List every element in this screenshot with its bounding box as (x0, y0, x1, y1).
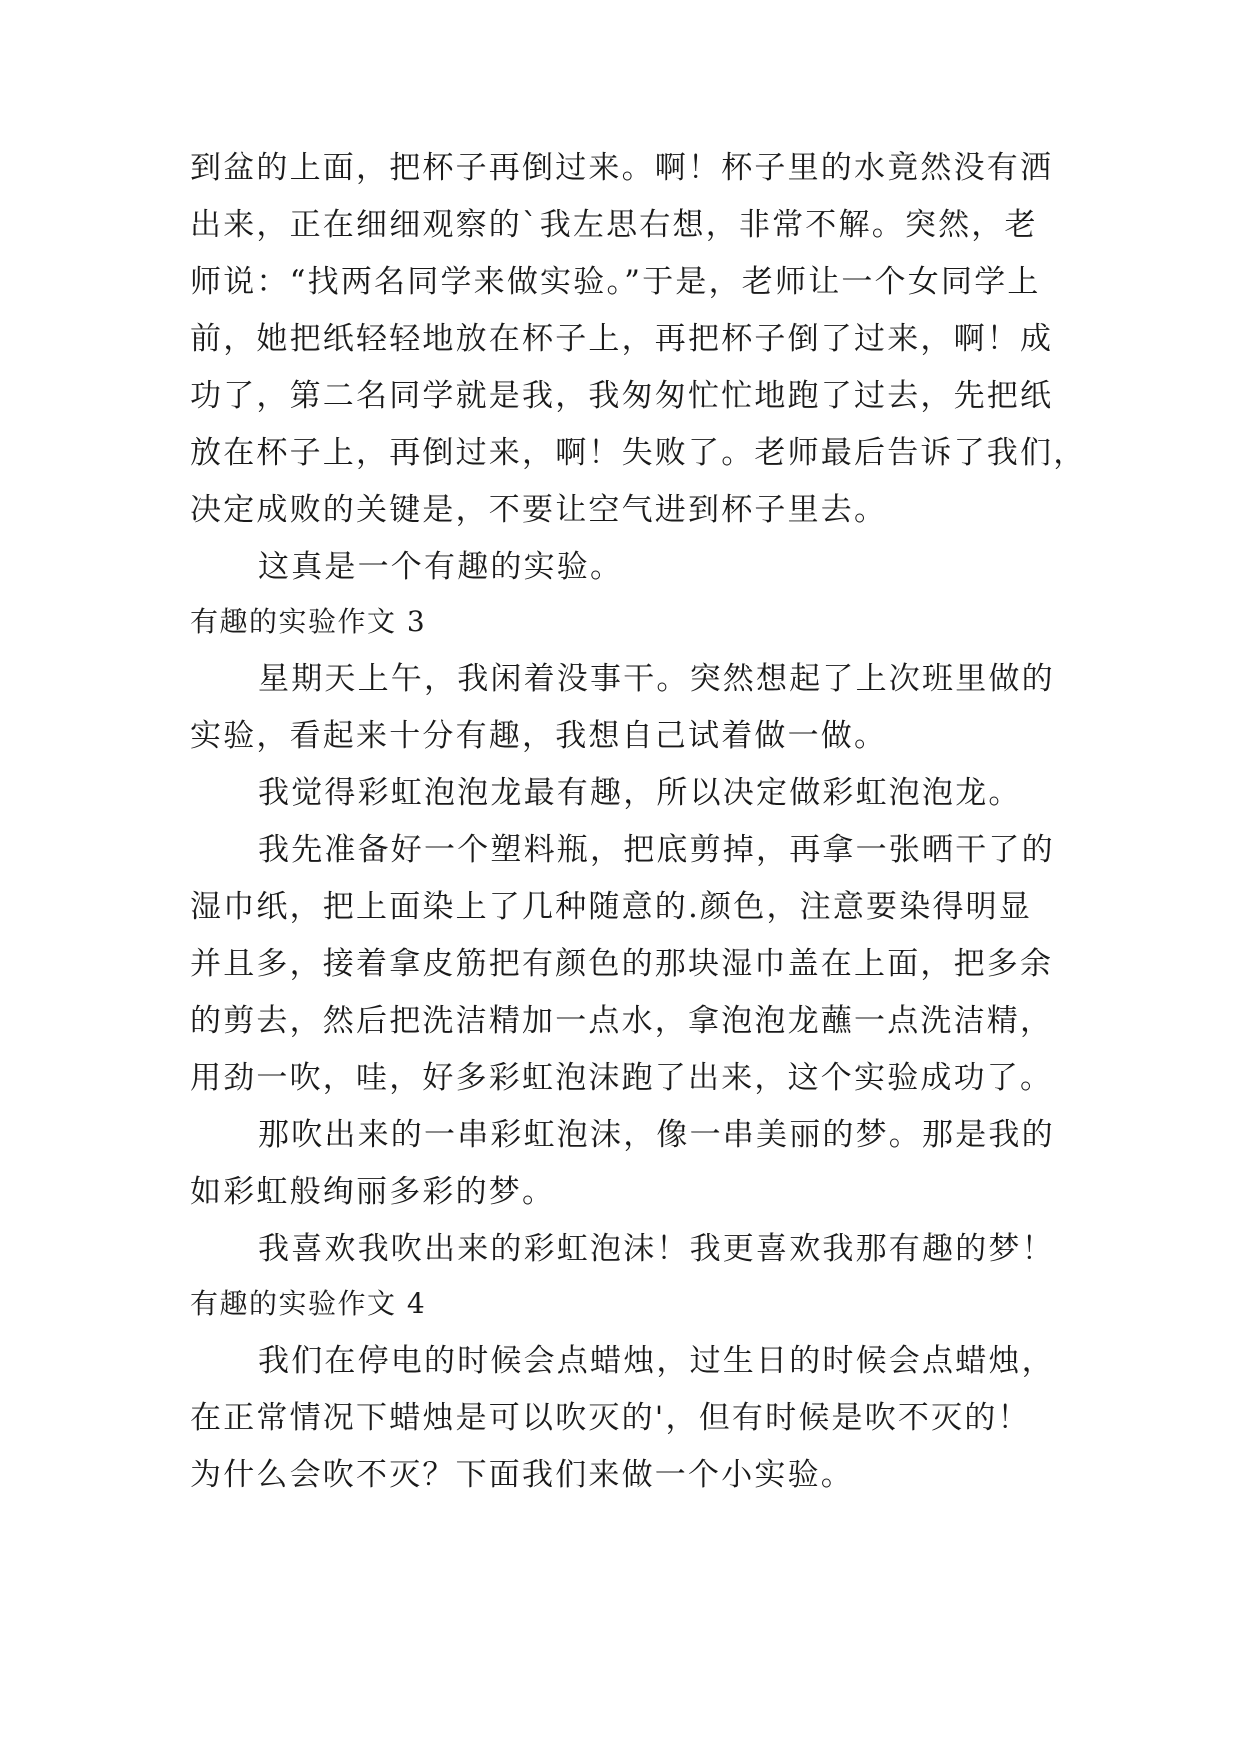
text-line: 我喜欢我吹出来的彩虹泡沫！我更喜欢我那有趣的梦！ (258, 1231, 1055, 1267)
text-line: 星期天上午，我闲着没事干。突然想起了上次班里做的 (258, 661, 1055, 697)
text-line: 到盆的上面，把杯子再倒过来。啊！杯子里的水竟然没有洒 (190, 150, 1054, 186)
text-line: 的剪去，然后把洗洁精加一点水，拿泡泡龙蘸一点洗洁精， (190, 1003, 1054, 1039)
text-line: 我先准备好一个塑料瓶，把底剪掉，再拿一张晒干了的 (258, 832, 1055, 868)
text-line: 如彩虹般绚丽多彩的梦。 (190, 1174, 556, 1210)
text-line: 出来，正在细细观察的`我左思右想，非常不解。突然，老 (190, 207, 1038, 243)
text-line: 师说：“找两名同学来做实验。”于是，老师让一个女同学上 (190, 264, 1041, 300)
text-line: 在正常情况下蜡烛是可以吹灭的'，但有时候是吹不灭的！ (190, 1400, 1031, 1436)
text-line: 我们在停电的时候会点蜡烛，过生日的时候会点蜡烛， (258, 1343, 1055, 1379)
text-line: 用劲一吹，哇，好多彩虹泡沫跑了出来，这个实验成功了。 (190, 1060, 1054, 1096)
text-line: 那吹出来的一串彩虹泡沫，像一串美丽的梦。那是我的 (258, 1117, 1055, 1153)
text-line: 决定成败的关键是，不要让空气进到杯子里去。 (190, 492, 888, 528)
text-line: 湿巾纸，把上面染上了几种随意的.颜色，注意要染得明显 (190, 889, 1033, 925)
text-line: 并且多，接着拿皮筋把有颜色的那块湿巾盖在上面，把多余 (190, 946, 1054, 982)
text-line: 放在杯子上，再倒过来，啊！失败了。老师最后告诉了我们， (190, 435, 1087, 471)
text-line: 我觉得彩虹泡泡龙最有趣，所以决定做彩虹泡泡龙。 (258, 775, 1022, 811)
text-line: 功了，第二名同学就是我，我匆匆忙忙地跑了过去，先把纸 (190, 378, 1054, 414)
text-line: 实验，看起来十分有趣，我想自己试着做一做。 (190, 718, 888, 754)
text-line: 为什么会吹不灭？下面我们来做一个小实验。 (190, 1457, 854, 1493)
text-line: 前，她把纸轻轻地放在杯子上，再把杯子倒了过来，啊！成 (190, 321, 1054, 357)
section-heading: 有趣的实验作文 4 (190, 1287, 427, 1320)
text-line: 这真是一个有趣的实验。 (258, 549, 624, 585)
section-heading: 有趣的实验作文 3 (190, 605, 427, 638)
